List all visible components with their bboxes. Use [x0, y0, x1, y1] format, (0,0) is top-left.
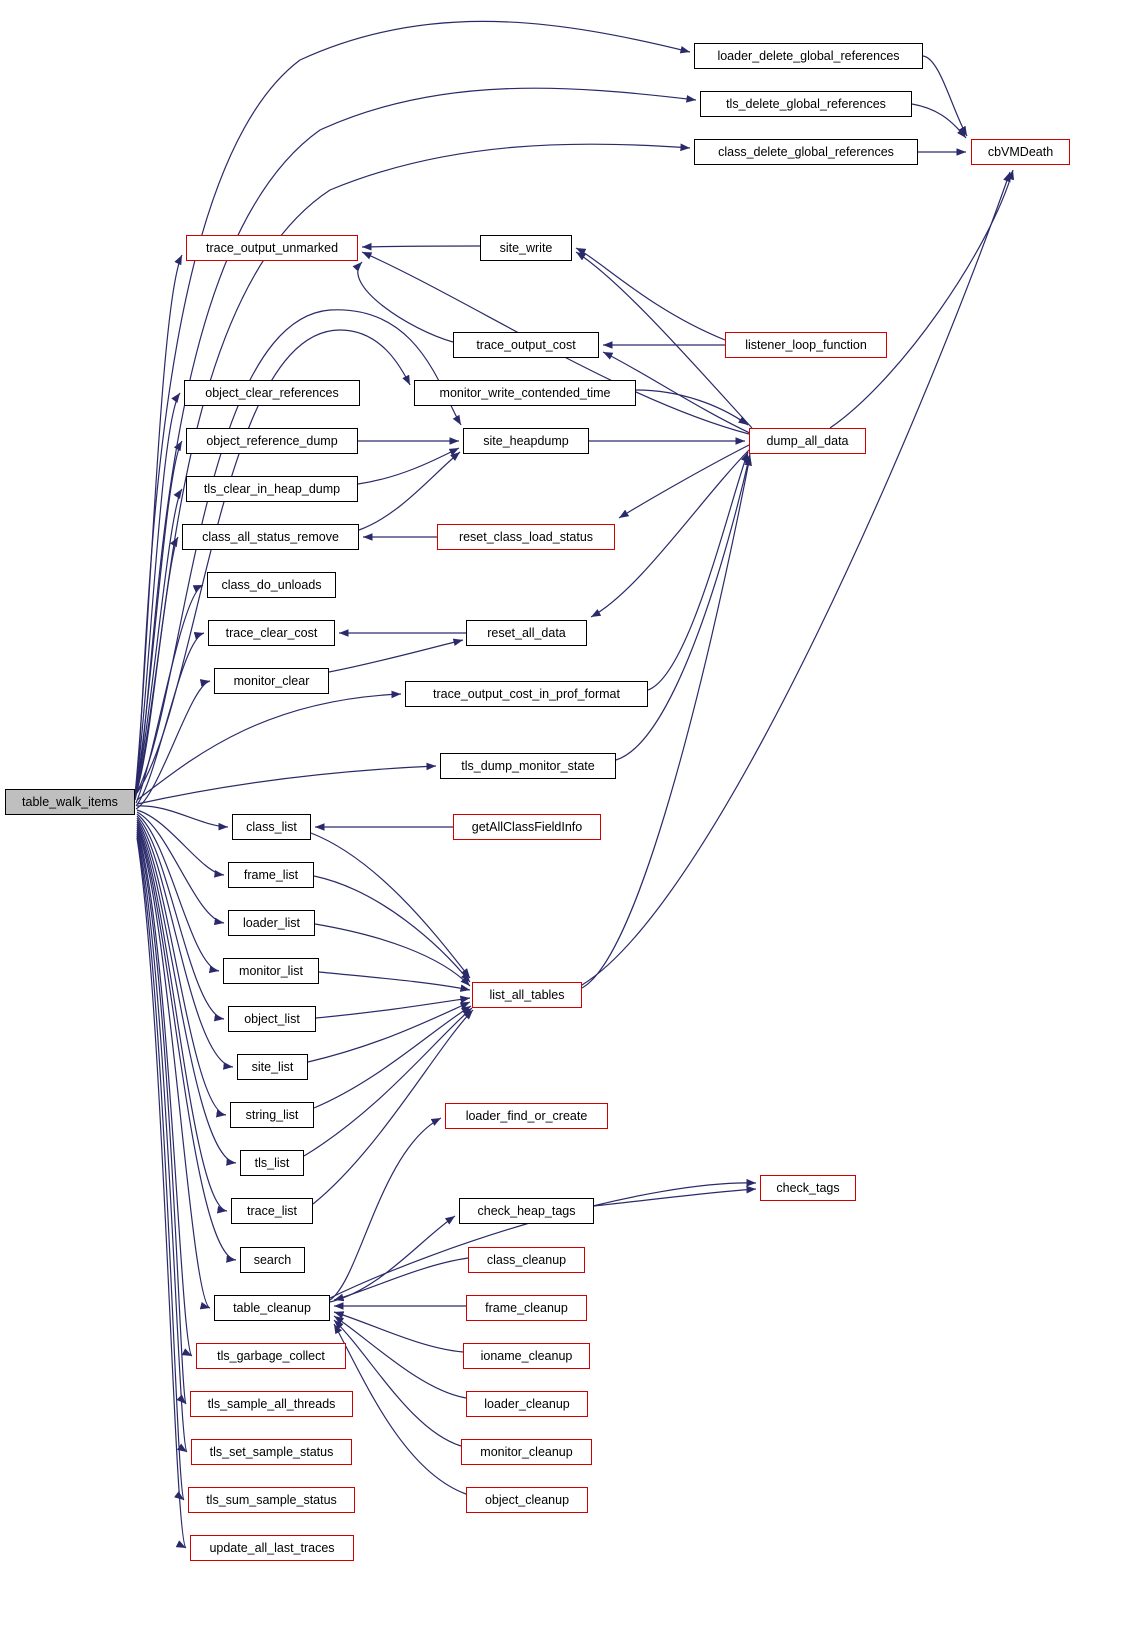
- node-label: ioname_cleanup: [480, 1348, 573, 1363]
- node-label: loader_find_or_create: [465, 1108, 588, 1123]
- graph-node-object-cleanup[interactable]: [466, 1487, 588, 1513]
- node-label: frame_list: [243, 867, 299, 882]
- node-label: string_list: [245, 1107, 299, 1122]
- node-label: object_cleanup: [484, 1492, 570, 1507]
- node-label: tls_delete_global_references: [726, 96, 886, 111]
- node-label: loader_delete_global_references: [717, 48, 900, 63]
- graph-node-tls-delete-global-references[interactable]: [700, 91, 912, 117]
- node-label: trace_output_unmarked: [205, 240, 339, 255]
- node-label: site_write: [499, 240, 553, 255]
- graph-node-class-all-status-remove[interactable]: [182, 524, 359, 550]
- node-label: tls_sum_sample_status: [206, 1492, 337, 1507]
- node-label: table_walk_items: [22, 794, 118, 809]
- node-label: site_heapdump: [483, 433, 569, 448]
- graph-node-trace-output-unmarked[interactable]: [186, 235, 358, 261]
- node-label: monitor_cleanup: [480, 1444, 573, 1459]
- graph-node-getallclassfieldinfo[interactable]: [453, 814, 601, 840]
- graph-node-string-list[interactable]: [230, 1102, 314, 1128]
- node-label: reset_class_load_status: [458, 529, 594, 544]
- node-label: monitor_list: [239, 963, 303, 978]
- graph-node-reset-all-data[interactable]: [466, 620, 587, 646]
- graph-node-loader-cleanup[interactable]: [466, 1391, 588, 1417]
- node-label: tls_garbage_collect: [217, 1348, 325, 1363]
- graph-node-tls-sum-sample-status[interactable]: [188, 1487, 355, 1513]
- graph-node-monitor-write-contended-time[interactable]: [414, 380, 636, 406]
- node-label: class_list: [246, 819, 297, 834]
- node-label: object_clear_references: [205, 385, 339, 400]
- node-label: listener_loop_function: [745, 337, 867, 352]
- node-label: class_all_status_remove: [202, 529, 339, 544]
- node-label: object_list: [244, 1011, 300, 1026]
- node-label: check_heap_tags: [477, 1203, 576, 1218]
- graph-node-search[interactable]: [240, 1247, 305, 1273]
- graph-node-listener-loop-function[interactable]: [725, 332, 887, 358]
- graph-node-list-all-tables[interactable]: [472, 982, 582, 1008]
- graph-node-tls-dump-monitor-state[interactable]: [440, 753, 616, 779]
- graph-node-ioname-cleanup[interactable]: [463, 1343, 590, 1369]
- graph-node-dump-all-data[interactable]: [749, 428, 866, 454]
- graph-node-update-all-last-traces[interactable]: [190, 1535, 354, 1561]
- node-label: class_delete_global_references: [718, 144, 894, 159]
- graph-node-loader-delete-global-references[interactable]: [694, 43, 923, 69]
- graph-node-table-cleanup[interactable]: [214, 1295, 330, 1321]
- node-label: trace_output_cost_in_prof_format: [433, 686, 620, 701]
- node-label: loader_list: [243, 915, 300, 930]
- graph-node-loader-list[interactable]: [228, 910, 315, 936]
- graph-node-class-do-unloads[interactable]: [207, 572, 336, 598]
- node-label: tls_dump_monitor_state: [461, 758, 595, 773]
- node-label: loader_cleanup: [484, 1396, 570, 1411]
- graph-node-tls-set-sample-status[interactable]: [191, 1439, 352, 1465]
- graph-node-frame-list[interactable]: [228, 862, 314, 888]
- graph-node-site-list[interactable]: [237, 1054, 308, 1080]
- node-label: object_reference_dump: [206, 433, 338, 448]
- node-label: trace_clear_cost: [225, 625, 318, 640]
- graph-node-monitor-clear[interactable]: [214, 668, 329, 694]
- graph-node-check-tags[interactable]: [760, 1175, 856, 1201]
- node-label: trace_list: [246, 1203, 298, 1218]
- node-label: tls_clear_in_heap_dump: [203, 481, 341, 496]
- graph-node-trace-list[interactable]: [231, 1198, 313, 1224]
- node-label: check_tags: [776, 1180, 840, 1195]
- graph-node-trace-output-cost-in-prof-format[interactable]: [405, 681, 648, 707]
- graph-node-class-delete-global-references[interactable]: [694, 139, 918, 165]
- graph-node-loader-find-or-create[interactable]: [445, 1103, 608, 1129]
- node-label: table_cleanup: [233, 1300, 311, 1315]
- node-label: monitor_clear: [233, 673, 310, 688]
- graph-node-check-heap-tags[interactable]: [459, 1198, 594, 1224]
- node-label: class_do_unloads: [221, 577, 322, 592]
- graph-node-class-cleanup[interactable]: [468, 1247, 585, 1273]
- graph-node-reset-class-load-status[interactable]: [437, 524, 615, 550]
- graph-node-object-reference-dump[interactable]: [186, 428, 358, 454]
- graph-node-monitor-list[interactable]: [223, 958, 319, 984]
- graph-node-site-heapdump[interactable]: [463, 428, 589, 454]
- graph-node-tls-clear-in-heap-dump[interactable]: [186, 476, 358, 502]
- graph-node-cbvmdeath[interactable]: [971, 139, 1070, 165]
- node-label: monitor_write_contended_time: [439, 385, 611, 400]
- graph-node-site-write[interactable]: [480, 235, 572, 261]
- node-label: getAllClassFieldInfo: [471, 819, 583, 834]
- node-label: list_all_tables: [489, 987, 565, 1002]
- graph-node-table-walk-items[interactable]: [5, 789, 135, 815]
- node-label: tls_set_sample_status: [209, 1444, 334, 1459]
- node-label: search: [253, 1252, 292, 1267]
- node-label: tls_list: [254, 1155, 290, 1170]
- node-label: trace_output_cost: [476, 337, 576, 352]
- graph-node-tls-sample-all-threads[interactable]: [190, 1391, 353, 1417]
- graph-node-object-list[interactable]: [228, 1006, 316, 1032]
- graph-node-object-clear-references[interactable]: [184, 380, 360, 406]
- graph-node-monitor-cleanup[interactable]: [461, 1439, 592, 1465]
- node-label: update_all_last_traces: [209, 1540, 335, 1555]
- node-label: tls_sample_all_threads: [207, 1396, 336, 1411]
- node-label: site_list: [251, 1059, 294, 1074]
- graph-node-frame-cleanup[interactable]: [466, 1295, 587, 1321]
- node-label: class_cleanup: [486, 1252, 567, 1267]
- node-label: dump_all_data: [766, 433, 849, 448]
- graph-node-tls-garbage-collect[interactable]: [196, 1343, 346, 1369]
- node-label: reset_all_data: [487, 625, 566, 640]
- graph-node-trace-clear-cost[interactable]: [208, 620, 335, 646]
- graph-node-tls-list[interactable]: [240, 1150, 304, 1176]
- node-label: frame_cleanup: [485, 1300, 568, 1315]
- node-label: cbVMDeath: [987, 144, 1054, 159]
- graph-node-class-list[interactable]: [232, 814, 311, 840]
- graph-node-trace-output-cost[interactable]: [453, 332, 599, 358]
